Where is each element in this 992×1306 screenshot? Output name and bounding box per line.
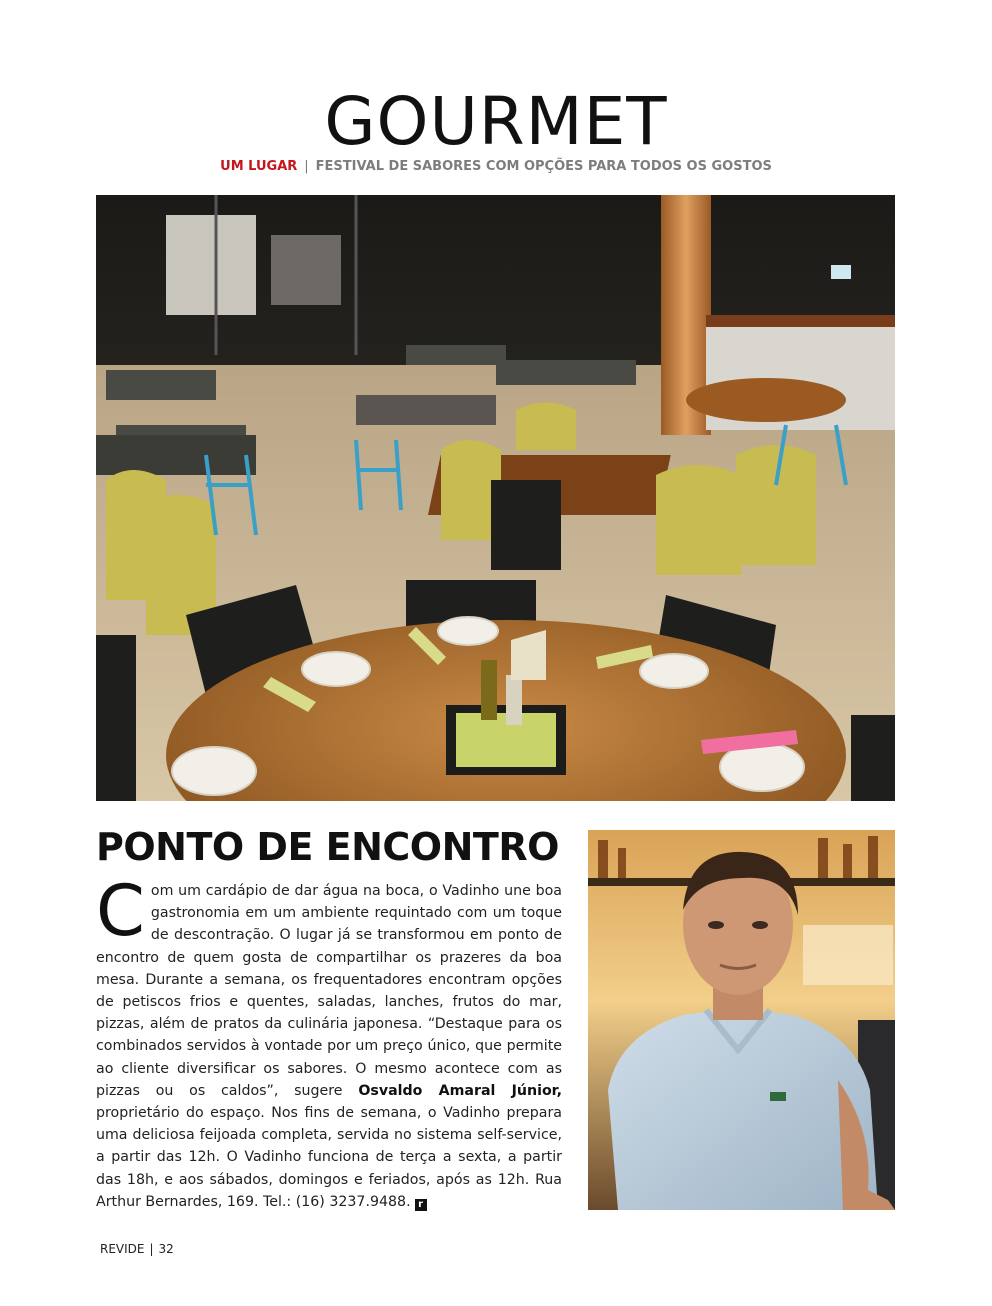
article-headline: PONTO DE ENCONTRO <box>96 825 559 869</box>
page-number: 32 <box>158 1242 174 1256</box>
kicker-separator: | <box>304 159 309 174</box>
article-text-part-2: proprietário do espaço. Nos fins de semana, o Vadinho prepara uma deliciosa feijoada completa, servida no sistema self-service, a partir das 12h. O Vadinho funciona de terça a sexta, a partir das 18h, e aos sábados, domingos e feriados, após as 12h. Rua Arthur Bernardes, 169. Tel.: (16) 3237.9488. <box>96 1105 562 1210</box>
kicker-label: UM LUGAR <box>220 159 298 174</box>
owner-portrait-photo <box>588 830 895 1210</box>
section-title: GOURMET <box>324 83 668 160</box>
end-mark-icon: r <box>415 1199 427 1211</box>
page-footer <box>100 1242 174 1256</box>
magazine-name: REVIDE <box>100 1242 145 1256</box>
article-text-part-1: om um cardápio de dar água na boca, o Vadinho une boa gastronomia em um ambiente requintado com um toque de descontração. O lugar já se transformou em ponto de encontro de quem gosta de compartilhar os prazeres da boa mesa. Durante a semana, os frequentadores encontram opções de petiscos frios e quentes, saladas, lanches, frutos do mar, pizzas, além de pratos da culinária japonesa. “Destaque para os combinados servidos à vontade por um preço único, que permite ao cliente diversificar os sabores. O mesmo acontece com as pizzas ou os caldos”, sugere <box>96 883 562 1099</box>
drop-cap: C <box>96 870 145 952</box>
kicker <box>0 158 992 176</box>
kicker-subtitle: FESTIVAL DE SABORES COM OPÇÕES PARA TODOS OS GOSTOS <box>315 159 772 174</box>
footer-separator: | <box>149 1242 154 1256</box>
owner-name: Osvaldo Amaral Júnior, <box>358 1082 562 1099</box>
article-body <box>96 870 562 1213</box>
restaurant-photo <box>96 195 895 801</box>
